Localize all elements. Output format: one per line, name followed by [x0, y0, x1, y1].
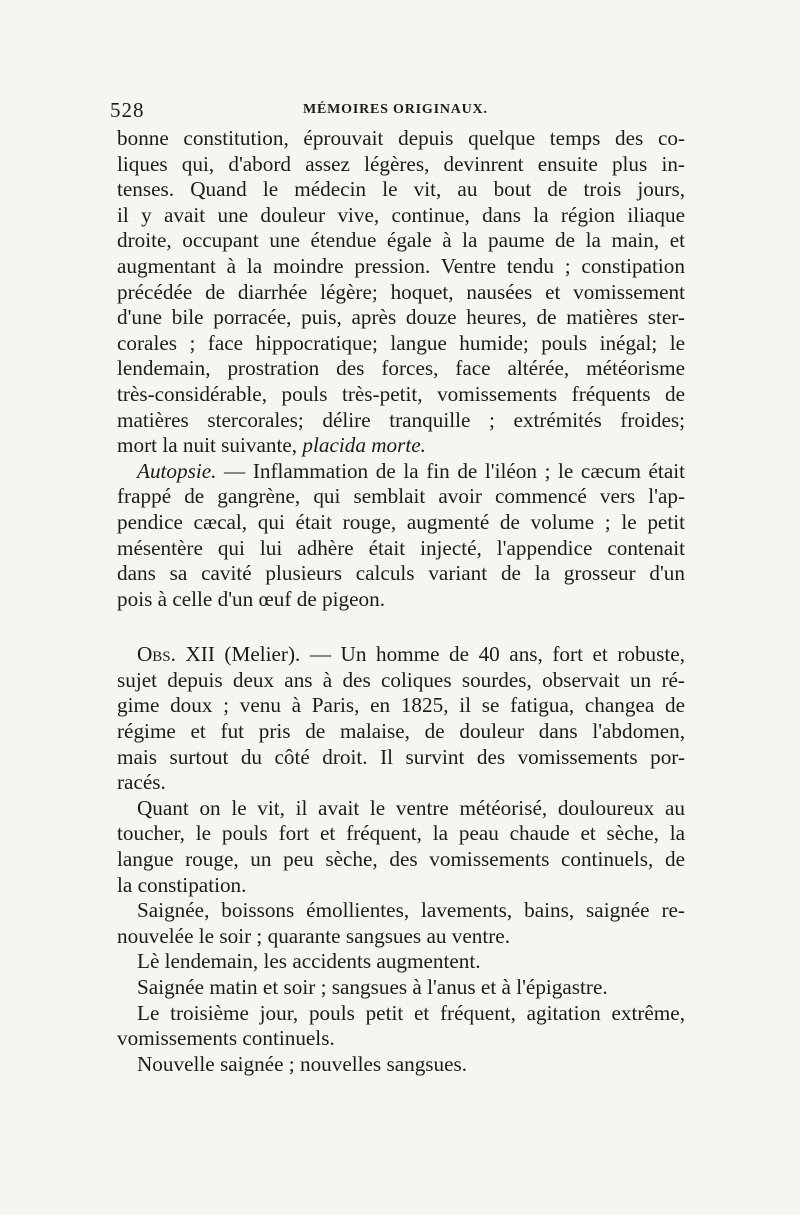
- autopsie-label: Autopsie.: [137, 458, 217, 483]
- text-line: vomissements continuels.: [117, 1026, 335, 1051]
- text-line: bonne constitution, éprouvait depuis quelque temps des co-: [117, 126, 685, 150]
- running-title: MÉMOIRES ORIGINAUX.: [303, 102, 488, 117]
- text-line: régime et fut pris de malaise, de douleur dans l'abdomen,: [117, 719, 685, 744]
- paragraph-gap: [117, 612, 685, 642]
- text-line: droite, occupant une étendue égale à la paume de la main, et: [117, 228, 685, 253]
- line-text: mort la nuit suivante,: [117, 433, 303, 458]
- text-line: augmentant à la moindre pression. Ventre tendu ; constipation: [117, 253, 685, 278]
- text-line: précédée de diarrhée légère; hoquet, nausées et vomissement: [117, 279, 685, 304]
- text-line: Saignée, boissons émollientes, lavements, bains, saignée re-: [137, 898, 685, 923]
- text-line: Lè lendemain, les accidents augmentent.: [137, 949, 481, 974]
- text-line: tenses. Quand le médecin le vit, au bout de trois jours,: [117, 177, 685, 202]
- text-line: il y avait une douleur vive, continue, dans la région iliaque: [117, 202, 685, 227]
- text-line: [117, 433, 685, 459]
- line-text: XII (Melier). — Un homme de 40 ans, fort et robuste,: [175, 642, 685, 667]
- text-line: gime doux ; venu à Paris, en 1825, il se fatigua, changea de: [117, 693, 685, 718]
- text-line: toucher, le pouls fort et fréquent, la peau chaude et sèche, la: [117, 821, 685, 846]
- body-text: [117, 126, 685, 1077]
- obs-paragraph-start: [117, 642, 685, 668]
- text-line: sujet depuis deux ans à des coliques sourdes, observait un ré-: [117, 667, 685, 692]
- text-line: corales ; face hippocratique; langue humide; pouls inégal; le: [117, 330, 685, 355]
- text-line: matières stercorales; délire tranquille ; extrémités froides;: [117, 407, 685, 432]
- text-line: nouvelée le soir ; quarante sangsues au ventre.: [117, 923, 511, 948]
- autopsie-paragraph-start: [117, 459, 685, 485]
- italic-phrase: placida morte.: [302, 433, 426, 458]
- text-line: pois à celle d'un œuf de pigeon.: [117, 586, 385, 611]
- text-line: très-considérable, pouls très-petit, vomissements fréquents de: [117, 381, 685, 406]
- running-head: [110, 98, 690, 122]
- text-line: Le troisième jour, pouls petit et fréquent, agitation extrême,: [137, 1000, 685, 1025]
- text-line: liques qui, d'abord assez légères, devinrent ensuite plus in-: [117, 151, 685, 176]
- text-line: Quant on le vit, il avait le ventre météorisé, douloureux au: [137, 795, 685, 820]
- text-line: mais surtout du côté droit. Il survint des vomissements por-: [117, 744, 685, 769]
- text-line: Saignée matin et soir ; sangsues à l'anus et à l'épigastre.: [137, 975, 608, 999]
- text-line: langue rouge, un peu sèche, des vomissements continuels, de: [117, 847, 685, 872]
- text-line: pendice cæcal, qui était rouge, augmenté de volume ; le petit: [117, 509, 685, 534]
- obs-label: Obs.: [137, 642, 176, 667]
- text-line: d'une bile porracée, puis, après douze heures, de matières ster-: [117, 305, 685, 330]
- text-line: dans sa cavité plusieurs calculs variant de la grosseur d'un: [117, 561, 685, 586]
- text-line: frappé de gangrène, qui semblait avoir commencé vers l'ap-: [117, 484, 685, 509]
- text-line: racés.: [117, 770, 166, 795]
- text-line: lendemain, prostration des forces, face altérée, météorisme: [117, 356, 685, 381]
- text-line: Nouvelle saignée ; nouvelles sangsues.: [137, 1051, 468, 1076]
- page-number: 528: [110, 98, 145, 122]
- line-text: — Inflammation de la fin de l'iléon ; le cæcum était: [216, 458, 685, 483]
- text-line: mésentère qui lui adhère était injecté, l'appendice contenait: [117, 535, 685, 560]
- text-line: la constipation.: [117, 872, 247, 897]
